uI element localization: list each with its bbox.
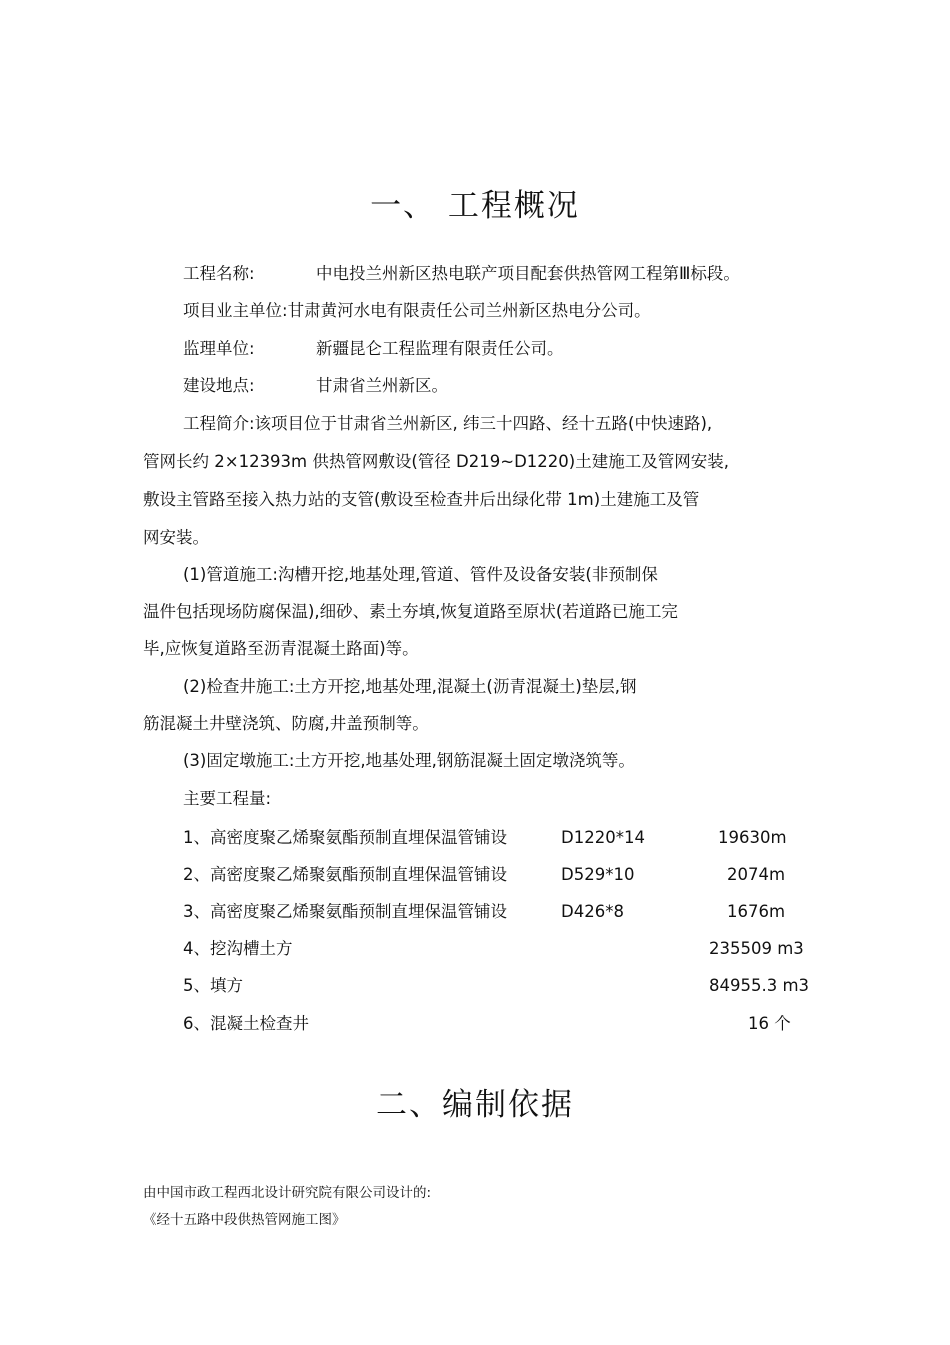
- quantity-value: 1676m: [727, 902, 786, 921]
- quantity-spec: D529*10: [561, 865, 635, 884]
- quantity-value: 235509 m3: [709, 939, 804, 958]
- section-1-title: 一、 工程概况: [370, 188, 580, 224]
- supervisor-row: [183, 339, 564, 359]
- owner-row: [183, 301, 651, 321]
- location-value: 甘肃省兰州新区。: [316, 376, 448, 395]
- project-name-label: 工程名称:: [183, 264, 255, 283]
- quantity-value: 19630m: [718, 828, 787, 847]
- basis-line: 由中国市政工程西北设计研究院有限公司设计的:: [143, 1185, 432, 1201]
- quantity-value: 2074m: [727, 865, 786, 884]
- owner-value: 甘肃黄河水电有限责任公司兰州新区热电分公司。: [287, 301, 651, 320]
- location-label: 建设地点:: [183, 376, 255, 395]
- quantity-value: 16 个: [748, 1014, 791, 1033]
- intro-line: 敷设主管路至接入热力站的支管(敷设至检查井后出绿化带 1m)土建施工及管: [143, 490, 700, 509]
- supervisor-label: 监理单位:: [183, 339, 255, 358]
- manhole-construction-line: (2)检查井施工:土方开挖,地基处理,混凝土(沥青混凝土)垫层,钢: [183, 677, 637, 696]
- quantity-desc: 6、混凝土检查井: [183, 1014, 309, 1033]
- basis-line: 《经十五路中段供热管网施工图》: [143, 1212, 346, 1228]
- pipe-construction-line: 温件包括现场防腐保温),细砂、素土夯填,恢复道路至原状(若道路已施工完: [143, 602, 678, 621]
- quantity-desc: 4、挖沟槽土方: [183, 939, 293, 958]
- intro-line: 网安装。: [143, 528, 209, 547]
- quantity-desc: 1、高密度聚乙烯聚氨酯预制直埋保温管铺设: [183, 828, 507, 847]
- project-name-row: [183, 264, 740, 284]
- quantity-spec: D426*8: [561, 902, 624, 921]
- pipe-construction-line: (1)管道施工:沟槽开挖,地基处理,管道、管件及设备安装(非预制保: [183, 565, 658, 584]
- quantity-spec: D1220*14: [561, 828, 645, 847]
- intro-line: 管网长约 2×12393m 供热管网敷设(管径 D219~D1220)土建施工及管网安装,: [143, 452, 729, 471]
- pipe-construction-line: 毕,应恢复道路至沥青混凝土路面)等。: [143, 639, 419, 658]
- manhole-construction-line: 筋混凝土井壁浇筑、防腐,井盖预制等。: [143, 714, 429, 733]
- quantity-value: 84955.3 m3: [709, 976, 810, 995]
- intro-line: 工程简介:该项目位于甘肃省兰州新区, 纬三十四路、经十五路(中快速路),: [183, 414, 713, 433]
- quantities-title: 主要工程量:: [183, 789, 272, 808]
- quantity-desc: 2、高密度聚乙烯聚氨酯预制直埋保温管铺设: [183, 865, 507, 884]
- owner-label: 项目业主单位:: [183, 301, 288, 320]
- quantity-desc: 3、高密度聚乙烯聚氨酯预制直埋保温管铺设: [183, 902, 507, 921]
- section-2-title: 二、编制依据: [376, 1087, 574, 1123]
- location-row: [183, 376, 448, 396]
- project-name-value: 中电投兰州新区热电联产项目配套供热管网工程第Ⅲ标段。: [316, 264, 740, 283]
- anchor-construction-line: (3)固定墩施工:土方开挖,地基处理,钢筋混凝土固定墩浇筑等。: [183, 751, 635, 770]
- supervisor-value: 新疆昆仑工程监理有限责任公司。: [316, 339, 564, 358]
- quantity-desc: 5、填方: [183, 976, 243, 995]
